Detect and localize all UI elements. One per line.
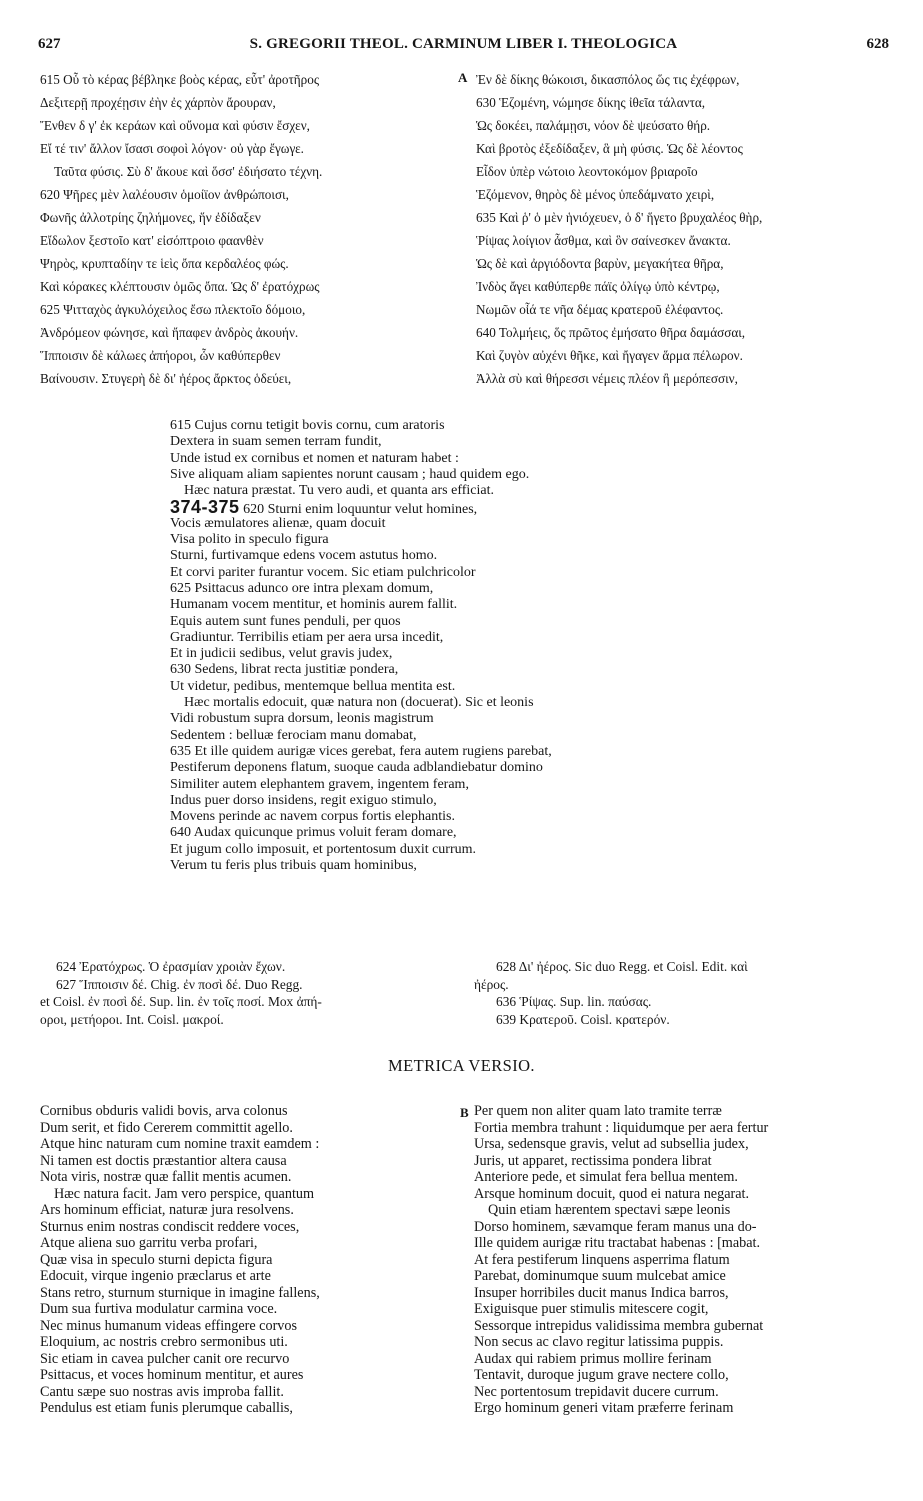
translation-line: Et jugum collo imposuit, et portentosum duxit currum. (170, 841, 477, 857)
greek-line: Ἔνθεν δ γ' ἐκ κεράων καὶ οὔνομα καὶ φύσιν ἔσχεν, (40, 118, 310, 133)
greek-line: 640 Τολμήεις, ὅς πρῶτος ἐμήσατο θῆρα δαμάσσαι, (476, 325, 746, 340)
greek-line: Ταῦτα φύσις. Σὺ δ' ἄκουε καὶ ὅσσ' ἐδιήσατο τέχνη. (54, 164, 323, 179)
verse-line: Nec portentosum trepidavit ducere currum. (474, 1383, 719, 1400)
translation-line: Dextera in suam semen terram fundit, (170, 434, 382, 450)
translation-line: Et in judicii sedibus, velut gravis judex, (170, 646, 393, 662)
verse-line: Atque hinc naturam cum nomine traxit eamdem : (40, 1136, 320, 1152)
greek-line: Δεξιτερῇ προχέῃσιν ἐὴν ἐς χάρπὸν ἄρουραν, (40, 95, 276, 110)
verse-line: Per quem non aliter quam lato tramite terræ (474, 1103, 722, 1119)
translation-line: Gradiuntur. Terribilis etiam per aera ursa incedit, (170, 629, 444, 645)
greek-text-right-column (476, 68, 901, 390)
translation-line: Humanam vocem mentitur, et hominis aurem fallit. (170, 597, 458, 613)
verse-line: Eloquium, ac nostris crebro sermonibus uti. (40, 1334, 288, 1350)
verse-line: Atque aliena suo garritu verba profari, (40, 1235, 258, 1251)
translation-line: Equis autem sunt funes penduli, per quos (170, 613, 401, 629)
translation-line: Verum tu feris plus tribuis quam hominibus, (170, 858, 417, 874)
greek-line: Καὶ κόρακες κλέπτουσιν ὁμῶς ὄπα. Ὡς δ' ἐρατόχρως (40, 279, 320, 294)
verse-line: Ars hominum efficiat, naturæ jura resolvens. (40, 1202, 294, 1218)
translation-line: 630 Sedens, librat recta justitiæ pondera, (170, 662, 399, 678)
greek-line: Ψηρὸς, κρυπταδίην τε ἱεὶς ὄπα κερδαλέος φώς. (40, 256, 289, 271)
greek-line: Εἶδον ὑπὲρ νώτοιο λεοντοκόμον βριαροῖο (476, 164, 698, 179)
greek-line: Καὶ βροτὸς ἐξεδίδαξεν, ἃ μὴ φύσις. Ὡς δὲ λέοντος (476, 141, 743, 156)
greek-line: 635 Καὶ ῥ' ὁ μὲν ἡνιόχευεν, ὁ δ' ἥγετο βρυχαλέος θὴρ, (476, 210, 763, 225)
right-page-number: 628 (866, 36, 889, 52)
footnote-line: οροι, μετήοροι. Int. Coisl. μακροί. (40, 1011, 224, 1027)
greek-line: Ἑζόμενον, θηρὸς δὲ μένος ὑπεδάμνατο χειρὶ, (476, 187, 715, 202)
verse-line: Dorso hominem, sævamque feram manus una do- (474, 1218, 757, 1235)
translation-line: 625 Psittacus adunco ore intra plexam domum, (170, 580, 434, 596)
greek-line: 630 Ἑζομένη, νώμησε δίκης ἰθεῖα τάλαντα, (476, 95, 706, 110)
translation-line: Hæc mortalis edocuit, quæ natura non (docuerat). Sic et leonis (184, 695, 534, 711)
column-marker-b: B (460, 1105, 469, 1120)
verse-line: Audax qui rabiem primus mollire ferinam (474, 1350, 712, 1367)
greek-line: Εἴ τέ τιν' ἄλλον ἴσασι σοφοὶ λόγον· οὐ γὰρ ἔγωγε. (40, 141, 304, 156)
greek-line: Εἴδωλον ξεστοῖο κατ' εἰσόπτροιο φαανθὲν (40, 233, 264, 248)
column-number-badge: 374-375 (170, 497, 240, 518)
footnote-line: 628 Δι' ἠέρος. Sic duo Regg. et Coisl. Edit. καὶ (496, 959, 748, 974)
footnotes-left (40, 958, 460, 1028)
translation-line: Pestiferum deponens flatum, suoque cauda adblandiebatur domino (170, 760, 543, 776)
footnote-line: 627 Ἵπποισιν δέ. Chig. ἐν ποσὶ δέ. Duo Regg. (56, 976, 303, 992)
verse-line: Quæ visa in speculo sturni depicta figura (40, 1251, 273, 1268)
verse-line: Ille quidem aurigæ ritu tractabat habenas : [mabat. (474, 1235, 761, 1251)
greek-line: Ἀνδρόμεον φώνησε, καὶ ἤπαφεν ἀνδρὸς ἀκουήν. (40, 325, 299, 340)
verse-line: Juris, ut apparet, rectissima pondera librat (474, 1152, 712, 1169)
greek-line: Ἀλλὰ σὺ καὶ θήρεσσι νέμεις πλέον ἢ μερόπεσσιν, (476, 371, 738, 386)
greek-line: Καὶ ζυγὸν αὐχένι θῆκε, καὶ ἤγαγεν ἅρμα πέλωρον. (476, 348, 743, 363)
greek-line: Ὡς δὲ καὶ ἀργιόδοντα βαρὺν, μεγακήτεα θῆρα, (476, 256, 724, 271)
verse-line: Exiguisque puer stimulis mitescere cogit, (474, 1301, 709, 1317)
greek-line: Ἵπποισιν δὲ κάλωες ἀπήοροι, ὧν καθύπερθεν (40, 348, 281, 363)
verse-line: Fortia membra trahunt : liquidumque per aera fertur (474, 1119, 769, 1136)
translation-line: Similiter autem elephantem gravem, ingentem feram, (170, 776, 469, 792)
translation-line: 615 Cujus cornu tetigit bovis cornu, cum aratoris (170, 418, 445, 433)
greek-line: Ὡς δοκέει, παλάμῃσι, νόον δὲ ψεύσατο θήρ. (476, 118, 711, 133)
greek-line: Βαίνουσιν. Στυγερὴ δὲ δι' ἠέρος ἄρκτος ὁδεύει, (40, 371, 292, 386)
verse-line: Cantu sæpe suo nostras avis improba fallit. (40, 1383, 284, 1400)
running-title: S. GREGORII THEOL. CARMINUM LIBER I. THEOLOGICA (249, 36, 678, 52)
greek-line: 625 Ψιτταχὸς ἀγκυλόχειλος ἔσω πλεκτοῖο δόμοιο, (40, 302, 306, 317)
metrica-versio-left-column (40, 1103, 450, 1417)
verse-line: Non secus ac clavo regitur latissima puppis. (474, 1334, 724, 1350)
greek-line: Ἰνδὸς ἄγει καθύπερθε πάϊς ὀλίγῳ ὑπὸ κέντρῳ, (476, 279, 720, 294)
greek-line: Ἐν δὲ δίκης θώκοισι, δικασπόλος ὥς τις ἐχέφρων, (476, 72, 740, 87)
verse-line: Quin etiam hærentem spectavi sæpe leonis (488, 1202, 731, 1218)
greek-line: Νωμῶν οἷά τε νῆα δέμας κρατεροῦ ἐλέφαντος. (476, 302, 724, 317)
verse-line: Parebat, dominumque suum mulcebat amice (474, 1268, 726, 1284)
verse-line: Ursa, sedensque gravis, velut ad subsellia judex, (474, 1136, 749, 1152)
verse-line: Sessorque intrepidus validissima membra gubernat (474, 1317, 764, 1334)
verse-line: Edocuit, virque ingenio præclarus et arte (40, 1268, 271, 1284)
translation-line-text: 620 Sturni enim loquuntur velut homines, (243, 502, 478, 518)
verse-line: Pendulus est etiam funis plerumque caballis, (40, 1400, 293, 1416)
verse-line: Cornibus obduris validi bovis, arva colonus (40, 1103, 288, 1119)
running-header (38, 36, 889, 58)
translation-line: Movens perinde ac navem corpus fortis elephantis. (170, 809, 455, 825)
greek-text-left-column (40, 68, 460, 390)
left-page-number: 627 (38, 36, 61, 52)
metrica-versio-right-column (474, 1103, 894, 1417)
greek-line: 620 Ψῆρες μὲν λαλέουσιν ὁμοίϊον ἀνθρώποισι, (40, 187, 289, 202)
latin-translation (170, 418, 740, 874)
verse-line: Dum serit, et fido Cererem committit agello. (40, 1119, 293, 1136)
translation-line: Sedentem : belluæ ferociam manu domabat, (170, 727, 417, 743)
footnote-line: ἠέρος. (474, 976, 509, 992)
greek-line: 615 Οὗ τὸ κέρας βέβληκε βοὸς κέρας, εὗτ' ἀροτῆρος (40, 72, 320, 87)
verse-line: Anteriore pede, et simulat fera bellua mentem. (474, 1169, 738, 1185)
translation-line: Visa polito in speculo figura (170, 532, 329, 548)
verse-line: Sic etiam in cavea pulcher canit ore recurvo (40, 1350, 290, 1367)
section-title: METRICA VERSIO. (388, 1056, 535, 1075)
verse-line: At fera pestiferum linquens asperrima flatum (474, 1251, 730, 1268)
translation-line: Indus puer dorso insidens, regit exiguo stimulo, (170, 792, 437, 808)
translation-line: Hæc natura præstat. Tu vero audi, et quanta ars efficiat. (184, 483, 494, 499)
column-marker-a: A (458, 70, 468, 85)
translation-line: 640 Audax quicunque primus voluit feram domare, (170, 825, 457, 841)
verse-line: Insuper horribiles ducit manus Indica barros, (474, 1284, 729, 1301)
translation-line: Sturni, furtivamque edens vocem astutus homo. (170, 548, 438, 564)
verse-line: Sturnus enim nostras condiscit reddere voces, (40, 1218, 300, 1235)
footnote-line: 624 Ἐρατόχρως. Ὁ ἐρασμίαν χροιὰν ἔχων. (56, 959, 286, 974)
footnotes-right (474, 958, 894, 1028)
verse-line: Nec minus humanum videas effingere corvos (40, 1317, 298, 1334)
verse-line: Ni tamen est doctis præstantior altera causa (40, 1152, 287, 1169)
verse-line: Ergo hominum generi vitam præferre ferinam (474, 1400, 734, 1416)
footnote-line: 639 Κρατεροῦ. Coisl. κρατερόν. (496, 1011, 670, 1027)
verse-line: Arsque hominum docuit, quod ei natura negarat. (474, 1185, 750, 1202)
verse-line: Psittacus, et voces hominum mentitur, et aures (40, 1367, 304, 1383)
verse-line: Stans retro, sturnum sturnique in imagine fallens, (40, 1284, 320, 1301)
translation-line: Ut videtur, pedibus, mentemque bellua mentita est. (170, 678, 456, 694)
translation-line: Sive aliquam aliam sapientes norunt causam ; haud quidem ego. (170, 466, 530, 482)
footnote-line: 636 Ῥίψας. Sup. lin. παύσας. (496, 994, 652, 1009)
verse-line: Dum sua furtiva modulatur carmina voce. (40, 1301, 278, 1317)
translation-line: Et corvi pariter furantur vocem. Sic etiam pulchricolor (170, 564, 476, 580)
greek-line: Ῥίψας λοίγιον ἆσθμα, καὶ ὃν σαίνεσκεν ἄνακτα. (476, 233, 731, 248)
verse-line: Hæc natura facit. Jam vero perspice, quantum (54, 1185, 315, 1202)
verse-line: Nota viris, nostræ quæ fallit mentis acumen. (40, 1169, 292, 1185)
footnote-line: et Coisl. ἐν ποσὶ δέ. Sup. lin. ἐν τοῖς ποσί. Mox ἀπή- (40, 994, 322, 1009)
greek-line: Φωνῆς ἀλλοτρίης ζηλήμονες, ἥν ἐδίδαξεν (40, 210, 261, 225)
translation-line: Vocis æmulatores alienæ, quam docuit (170, 515, 386, 531)
verse-line: Tentavit, duroque jugum grave nectere collo, (474, 1367, 729, 1383)
translation-line: Vidi robustum supra dorsum, leonis magistrum (170, 711, 434, 727)
translation-line: Unde istud ex cornibus et nomen et naturam habet : (170, 450, 459, 466)
translation-line: 635 Et ille quidem aurigæ vices gerebat, fera autem rugiens parebat, (170, 743, 552, 759)
translation-line-with-badge (170, 497, 740, 518)
